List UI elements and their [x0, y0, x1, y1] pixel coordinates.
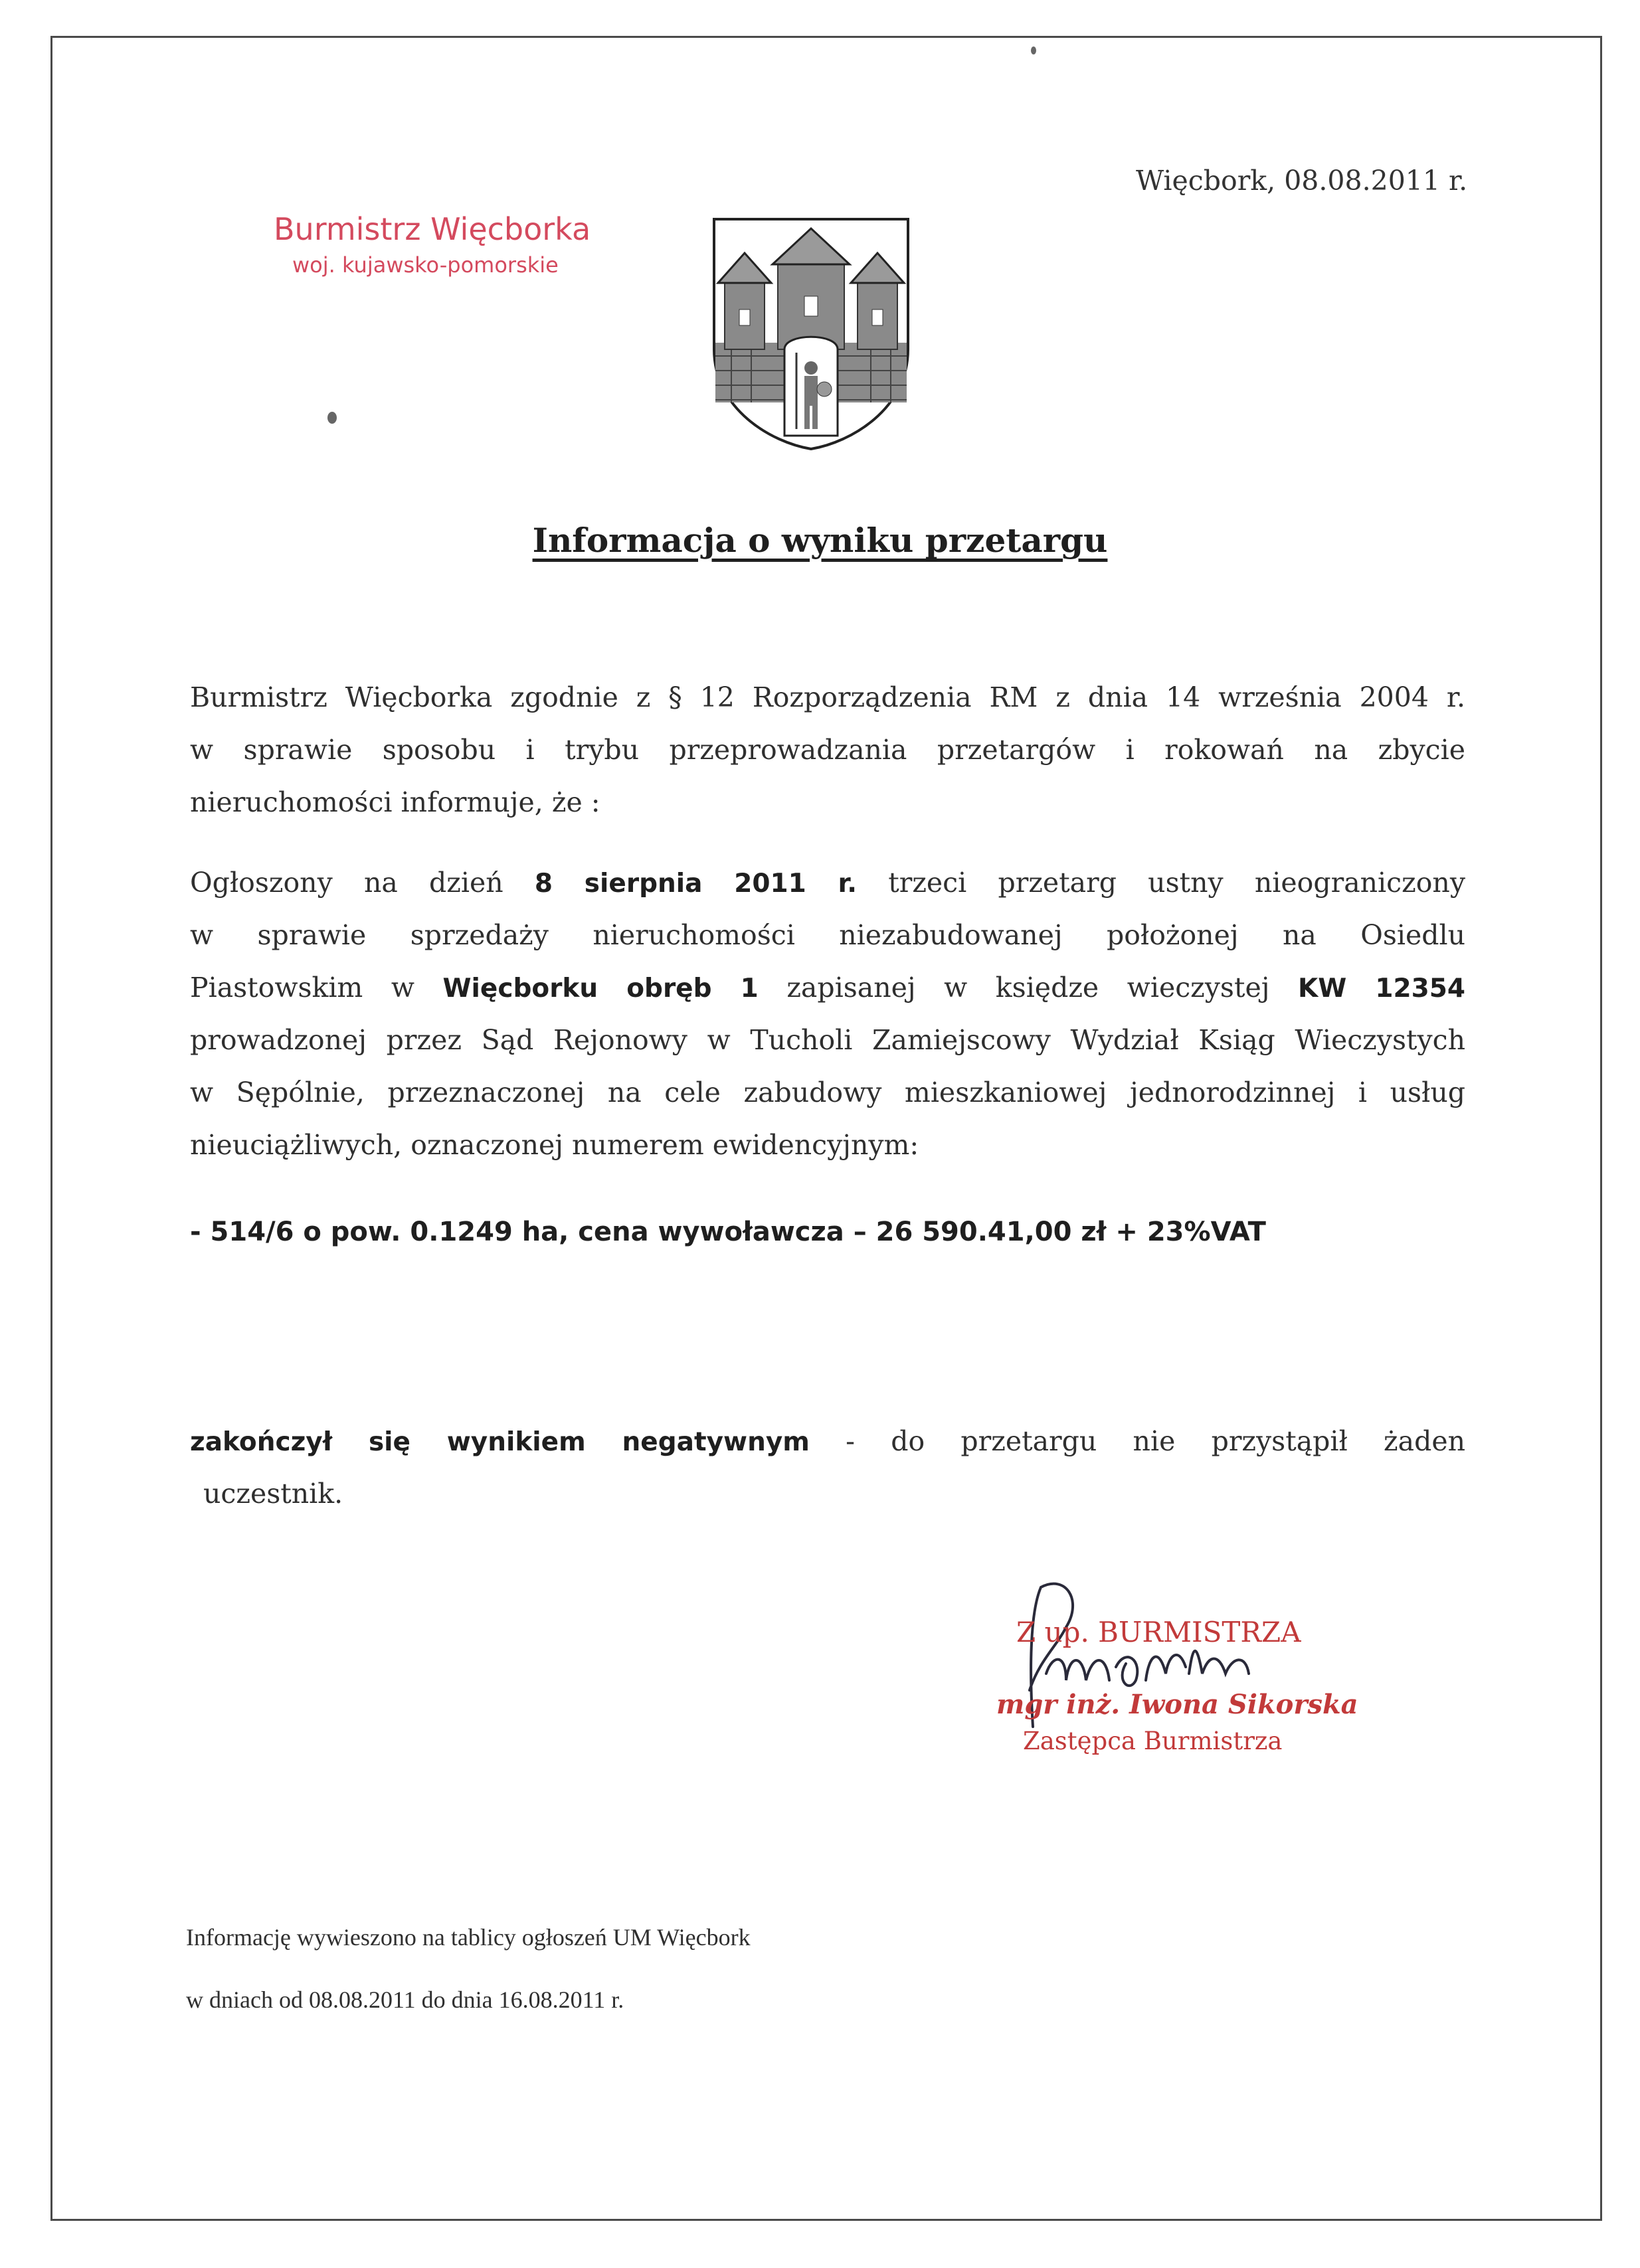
body-line-4: prowadzonej przez Sąd Rejonowy w Tucholi Zamiejscowy Wydział Ksiąg Wieczystych: [190, 1024, 1465, 1056]
body-text: - do przetargu nie przystąpił żaden: [809, 1425, 1465, 1457]
coat-of-arms-icon: [711, 217, 911, 452]
location-precinct: Więcborku obręb 1: [442, 974, 759, 1003]
signatory-title: Zastępca Burmistrza: [1023, 1727, 1283, 1755]
signature-authorization: Z up. BURMISTRZA: [1016, 1616, 1301, 1648]
land-register-number: KW 12354: [1297, 974, 1466, 1003]
body-line-2: w sprawie sprzedaży nieruchomości niezabudowanej położonej na Osiedlu: [190, 919, 1465, 951]
document-date: Więcbork, 08.08.2011 r.: [1136, 165, 1468, 197]
footer-line-1: Informację wywieszono na tablicy ogłoszeń UM Więcbork: [186, 1924, 751, 1951]
body-text: Piastowskim w: [190, 972, 443, 1003]
body-text: Ogłoszony na dzień: [190, 867, 535, 899]
office-stamp-title: Burmistrz Więcborka: [274, 211, 591, 247]
body-line-1: [190, 867, 1465, 899]
office-stamp-region: woj. kujawsko-pomorskie: [292, 252, 559, 278]
intro-line-3: nieruchomości informuje, że :: [190, 786, 600, 818]
signatory-name: mgr inż. Iwona Sikorska: [996, 1689, 1358, 1720]
scan-speck: [1031, 46, 1036, 54]
result-line-1: [190, 1425, 1465, 1457]
body-text: zapisanej w księdze wieczystej: [758, 972, 1298, 1003]
footer-line-2: w dniach od 08.08.2011 do dnia 16.08.2011 r.: [186, 1986, 624, 2013]
scan-speck: [327, 412, 337, 424]
intro-line-1: Burmistrz Więcborka zgodnie z § 12 Rozporządzenia RM z dnia 14 września 2004 r.: [190, 681, 1465, 713]
body-line-3: [190, 972, 1465, 1003]
body-text: trzeci przetarg ustny nieograniczony: [857, 867, 1465, 899]
page-title: Informacja o wyniku przetargu: [532, 521, 1108, 560]
intro-line-2: w sprawie sposobu i trybu przeprowadzania przetargów i rokowań na zbycie: [190, 734, 1465, 766]
body-line-6: nieuciążliwych, oznaczonej numerem ewidencyjnym:: [190, 1129, 919, 1161]
auction-date: 8 sierpnia 2011 r.: [534, 869, 858, 899]
body-line-5: w Sępólnie, przeznaczonej na cele zabudowy mieszkaniowej jednorodzinnej i usług: [190, 1077, 1465, 1108]
result-status: zakończył się wynikiem negatywnym: [190, 1427, 810, 1457]
parcel-details: - 514/6 o pow. 0.1249 ha, cena wywoławcza – 26 590.41,00 zł + 23%VAT: [190, 1217, 1266, 1247]
result-line-2: uczestnik.: [203, 1478, 343, 1510]
